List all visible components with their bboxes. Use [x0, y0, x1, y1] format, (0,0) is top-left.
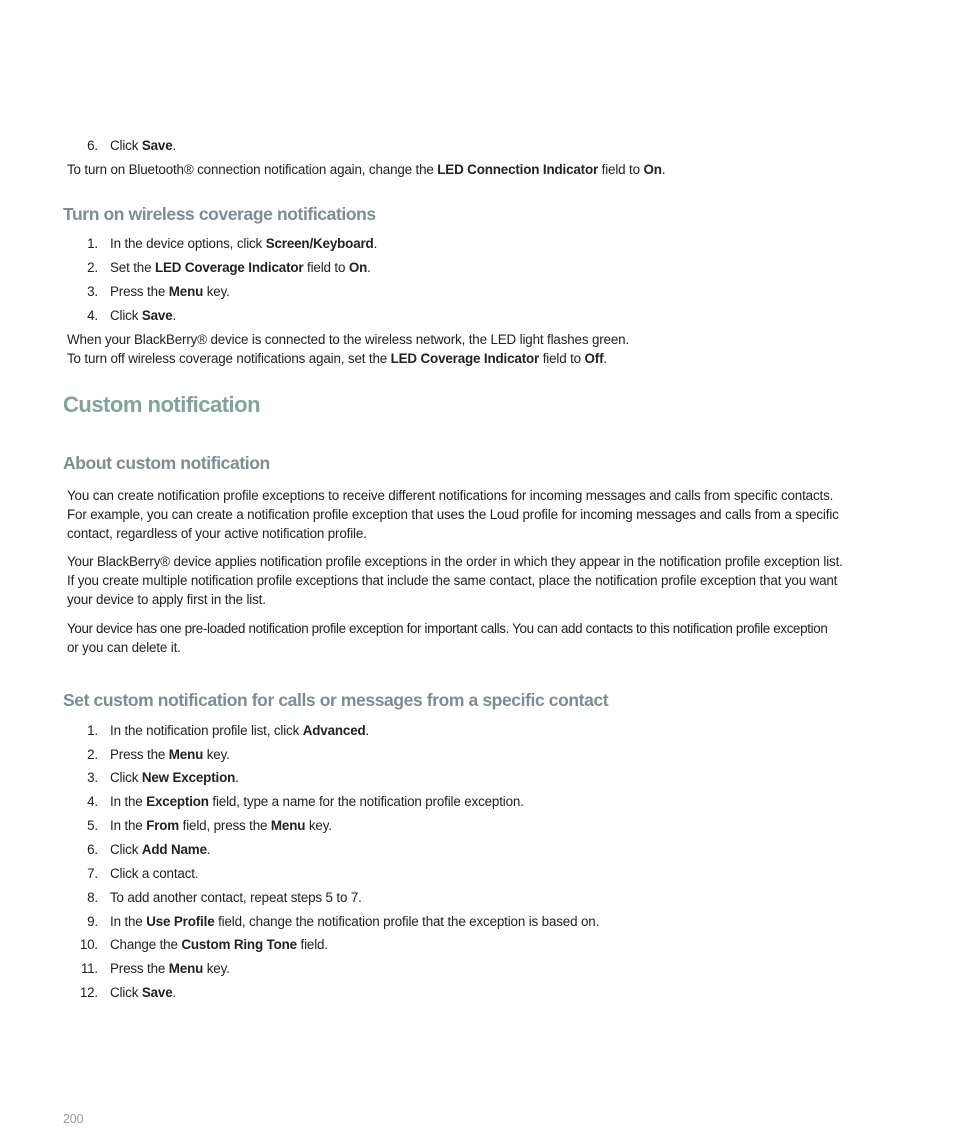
- step-number: 11.: [80, 961, 98, 976]
- section-heading-wireless: Turn on wireless coverage notifications: [63, 204, 376, 224]
- chapter-title: Custom notification: [63, 392, 261, 417]
- step-text: Press the Menu key.: [110, 961, 230, 976]
- bluetooth-note: To turn on Bluetooth® connection notification again, change the LED Connection Indicator field to On.: [67, 162, 666, 177]
- step-text: Click Save.: [110, 985, 177, 1000]
- step-text: In the device options, click Screen/Keyboard.: [110, 236, 378, 251]
- step-text: In the From field, press the Menu key.: [110, 818, 332, 833]
- step-text: In the notification profile list, click Advanced.: [110, 723, 370, 738]
- step-number: 4.: [87, 794, 98, 809]
- wireless-note-1: When your BlackBerry® device is connected to the wireless network, the LED light flashes green.: [67, 332, 630, 347]
- step-number: 1.: [87, 236, 98, 251]
- step-number: 4.: [87, 308, 98, 323]
- page-number: 200: [63, 1112, 84, 1126]
- step-text: Click Add Name.: [110, 842, 211, 857]
- step-text: To add another contact, repeat steps 5 to 7.: [110, 890, 362, 905]
- step-text: Click Save.: [110, 308, 177, 323]
- section-heading-about: About custom notification: [63, 453, 270, 473]
- paragraph: Your BlackBerry® device applies notification profile exceptions in the order in which they appear in the notification profile exception list. If you create multiple notification profile exceptions that include the same contact, place the notification profile exception that you want your device to apply first in the list.: [67, 554, 843, 607]
- step-text: Press the Menu key.: [110, 284, 230, 299]
- paragraph: You can create notification profile exceptions to receive different notifications for incoming messages and calls from specific contacts. For example, you can create a notification profile exception that uses the Loud profile for incoming messages and calls from a specific contact, regardless of your active notification profile.: [67, 488, 839, 541]
- step-text: Click New Exception.: [110, 770, 239, 785]
- step-number: 3.: [87, 770, 98, 785]
- step-number: 2.: [87, 747, 98, 762]
- step-number: 7.: [87, 866, 98, 881]
- step-text: In the Use Profile field, change the notification profile that the exception is based on.: [110, 914, 600, 929]
- step-text: Click Save.: [110, 138, 177, 153]
- step-number: 9.: [87, 914, 98, 929]
- step-number: 1.: [87, 723, 98, 738]
- step-number: 6.: [87, 842, 98, 857]
- step-text: Click a contact.: [110, 866, 199, 881]
- step-text: Set the LED Coverage Indicator field to On.: [110, 260, 371, 275]
- step-number: 6.: [87, 138, 98, 153]
- section-heading-set-custom: Set custom notification for calls or messages from a specific contact: [63, 690, 609, 710]
- paragraph: Your device has one pre-loaded notification profile exception for important calls. You can add contacts to this notification profile exception or you can delete it.: [67, 621, 828, 655]
- step-number: 2.: [87, 260, 98, 275]
- step-text: Press the Menu key.: [110, 747, 230, 762]
- step-number: 10.: [79, 937, 98, 952]
- step-number: 12.: [79, 985, 98, 1000]
- wireless-note-2: To turn off wireless coverage notifications again, set the LED Coverage Indicator field to Off.: [67, 351, 607, 366]
- step-number: 3.: [87, 284, 98, 299]
- step-text: In the Exception field, type a name for the notification profile exception.: [110, 794, 524, 809]
- step-number: 5.: [87, 818, 98, 833]
- step-number: 8.: [87, 890, 98, 905]
- step-text: Change the Custom Ring Tone field.: [110, 937, 328, 952]
